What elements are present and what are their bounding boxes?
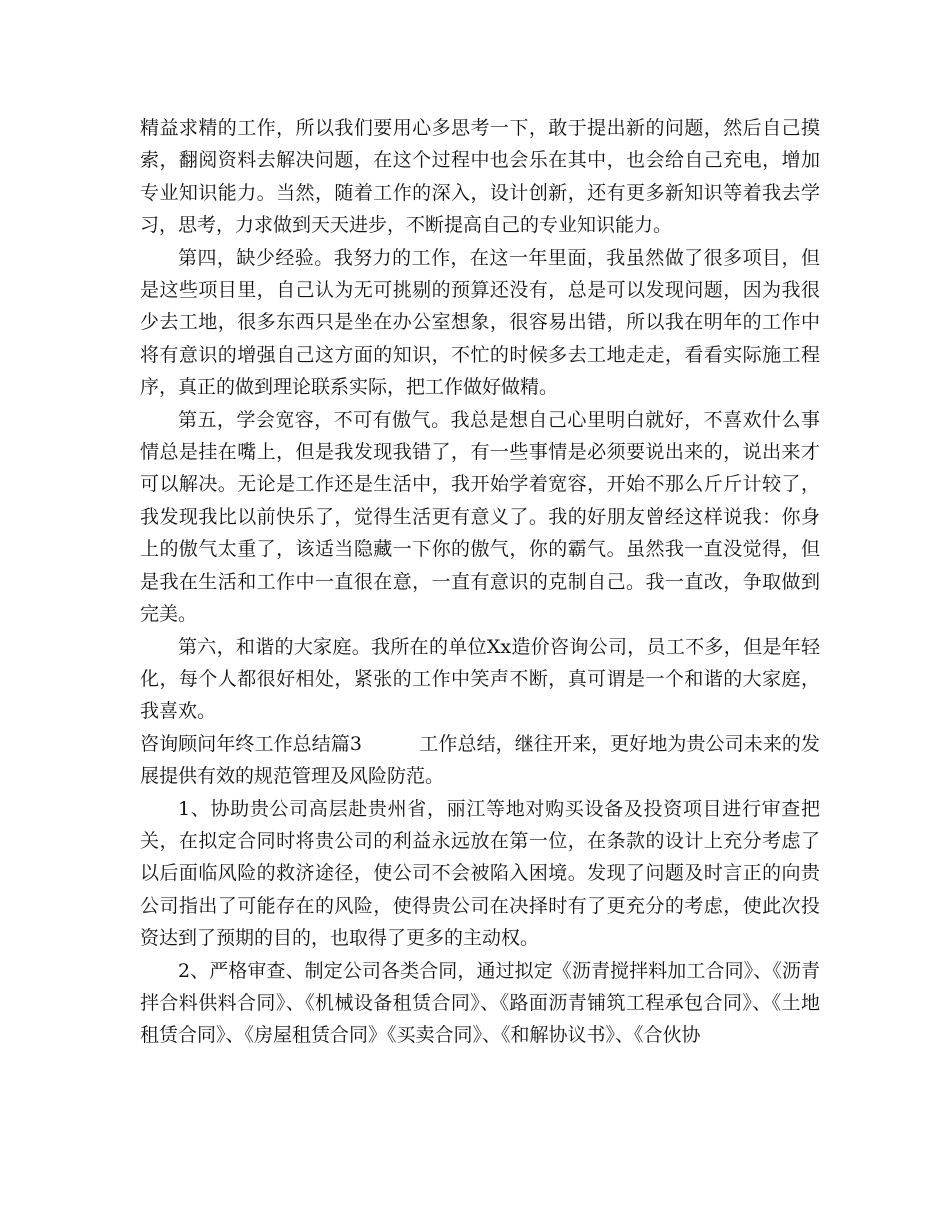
paragraph-2: 第四，缺少经验。我努力的工作，在这一年里面，我虽然做了很多项目，但是这些项目里，自己认为无可挑剔的预算还没有，总是可以发现问题，因为我很少去工地，很多东西只是坐在办公室想象，很容易出错，所以我在明年的工作中将有意识的增强自己这方面的知识，不忙的时候多去工地走走，看看实际施工程序，真正的做到理论联系实际，把工作做好做精。 (140, 246, 820, 399)
paragraph-7: 2、严格审查、制定公司各类合同，通过拟定《沥青搅拌料加工合同》、《沥青拌合料供料合同》、《机械设备租赁合同》、《路面沥青铺筑工程承包合同》、《土地租赁合同》、《房屋租赁合同》《买卖合同》、《和解协议书》、《合伙协 (140, 959, 820, 1047)
document-body (140, 112, 820, 1052)
paragraph-4: 第六，和谐的大家庭。我所在的单位Xx造价咨询公司，员工不多，但是年轻化，每个人都很好相处，紧张的工作中笑声不断，真可谓是一个和谐的大家庭，我喜欢。 (140, 635, 820, 723)
section-heading-paragraph: 咨询顾问年终工作总结篇3 工作总结，继往开来，更好地为贵公司未来的发展提供有效的规范管理及风险防范。 (140, 732, 820, 788)
paragraph-1: 精益求精的工作，所以我们要用心多思考一下，敢于提出新的问题，然后自己摸索，翻阅资料去解决问题，在这个过程中也会乐在其中，也会给自己充电，增加专业知识能力。当然，随着工作的深入，设计创新，还有更多新知识等着我去学习，思考，力求做到天天进步，不断提高自己的专业知识能力。 (140, 117, 820, 237)
paragraph-6: 1、协助贵公司高层赴贵州省，丽江等地对购买设备及投资项目进行审查把关，在拟定合同时将贵公司的利益永远放在第一位，在条款的设计上充分考虑了以后面临风险的救济途径，使公司不会被陷入困境。发现了问题及时言正的向贵公司指出了可能存在的风险，使得贵公司在决择时有了更充分的考虑，使此次投资达到了预期的目的，也取得了更多的主动权。 (140, 797, 820, 950)
paragraph-3: 第五，学会宽容，不可有傲气。我总是想自己心里明白就好，不喜欢什么事情总是挂在嘴上，但是我发现我错了，有一些事情是必须要说出来的，说出来才可以解决。无论是工作还是生活中，我开始学着宽容，开始不那么斤斤计较了，我发现我比以前快乐了，觉得生活更有意义了。我的好朋友曾经这样说我：你身上的傲气太重了，该适当隐藏一下你的傲气，你的霸气。虽然我一直没觉得，但是我在生活和工作中一直很在意，一直有意识的克制自己。我一直改，争取做到完美。 (140, 408, 820, 626)
